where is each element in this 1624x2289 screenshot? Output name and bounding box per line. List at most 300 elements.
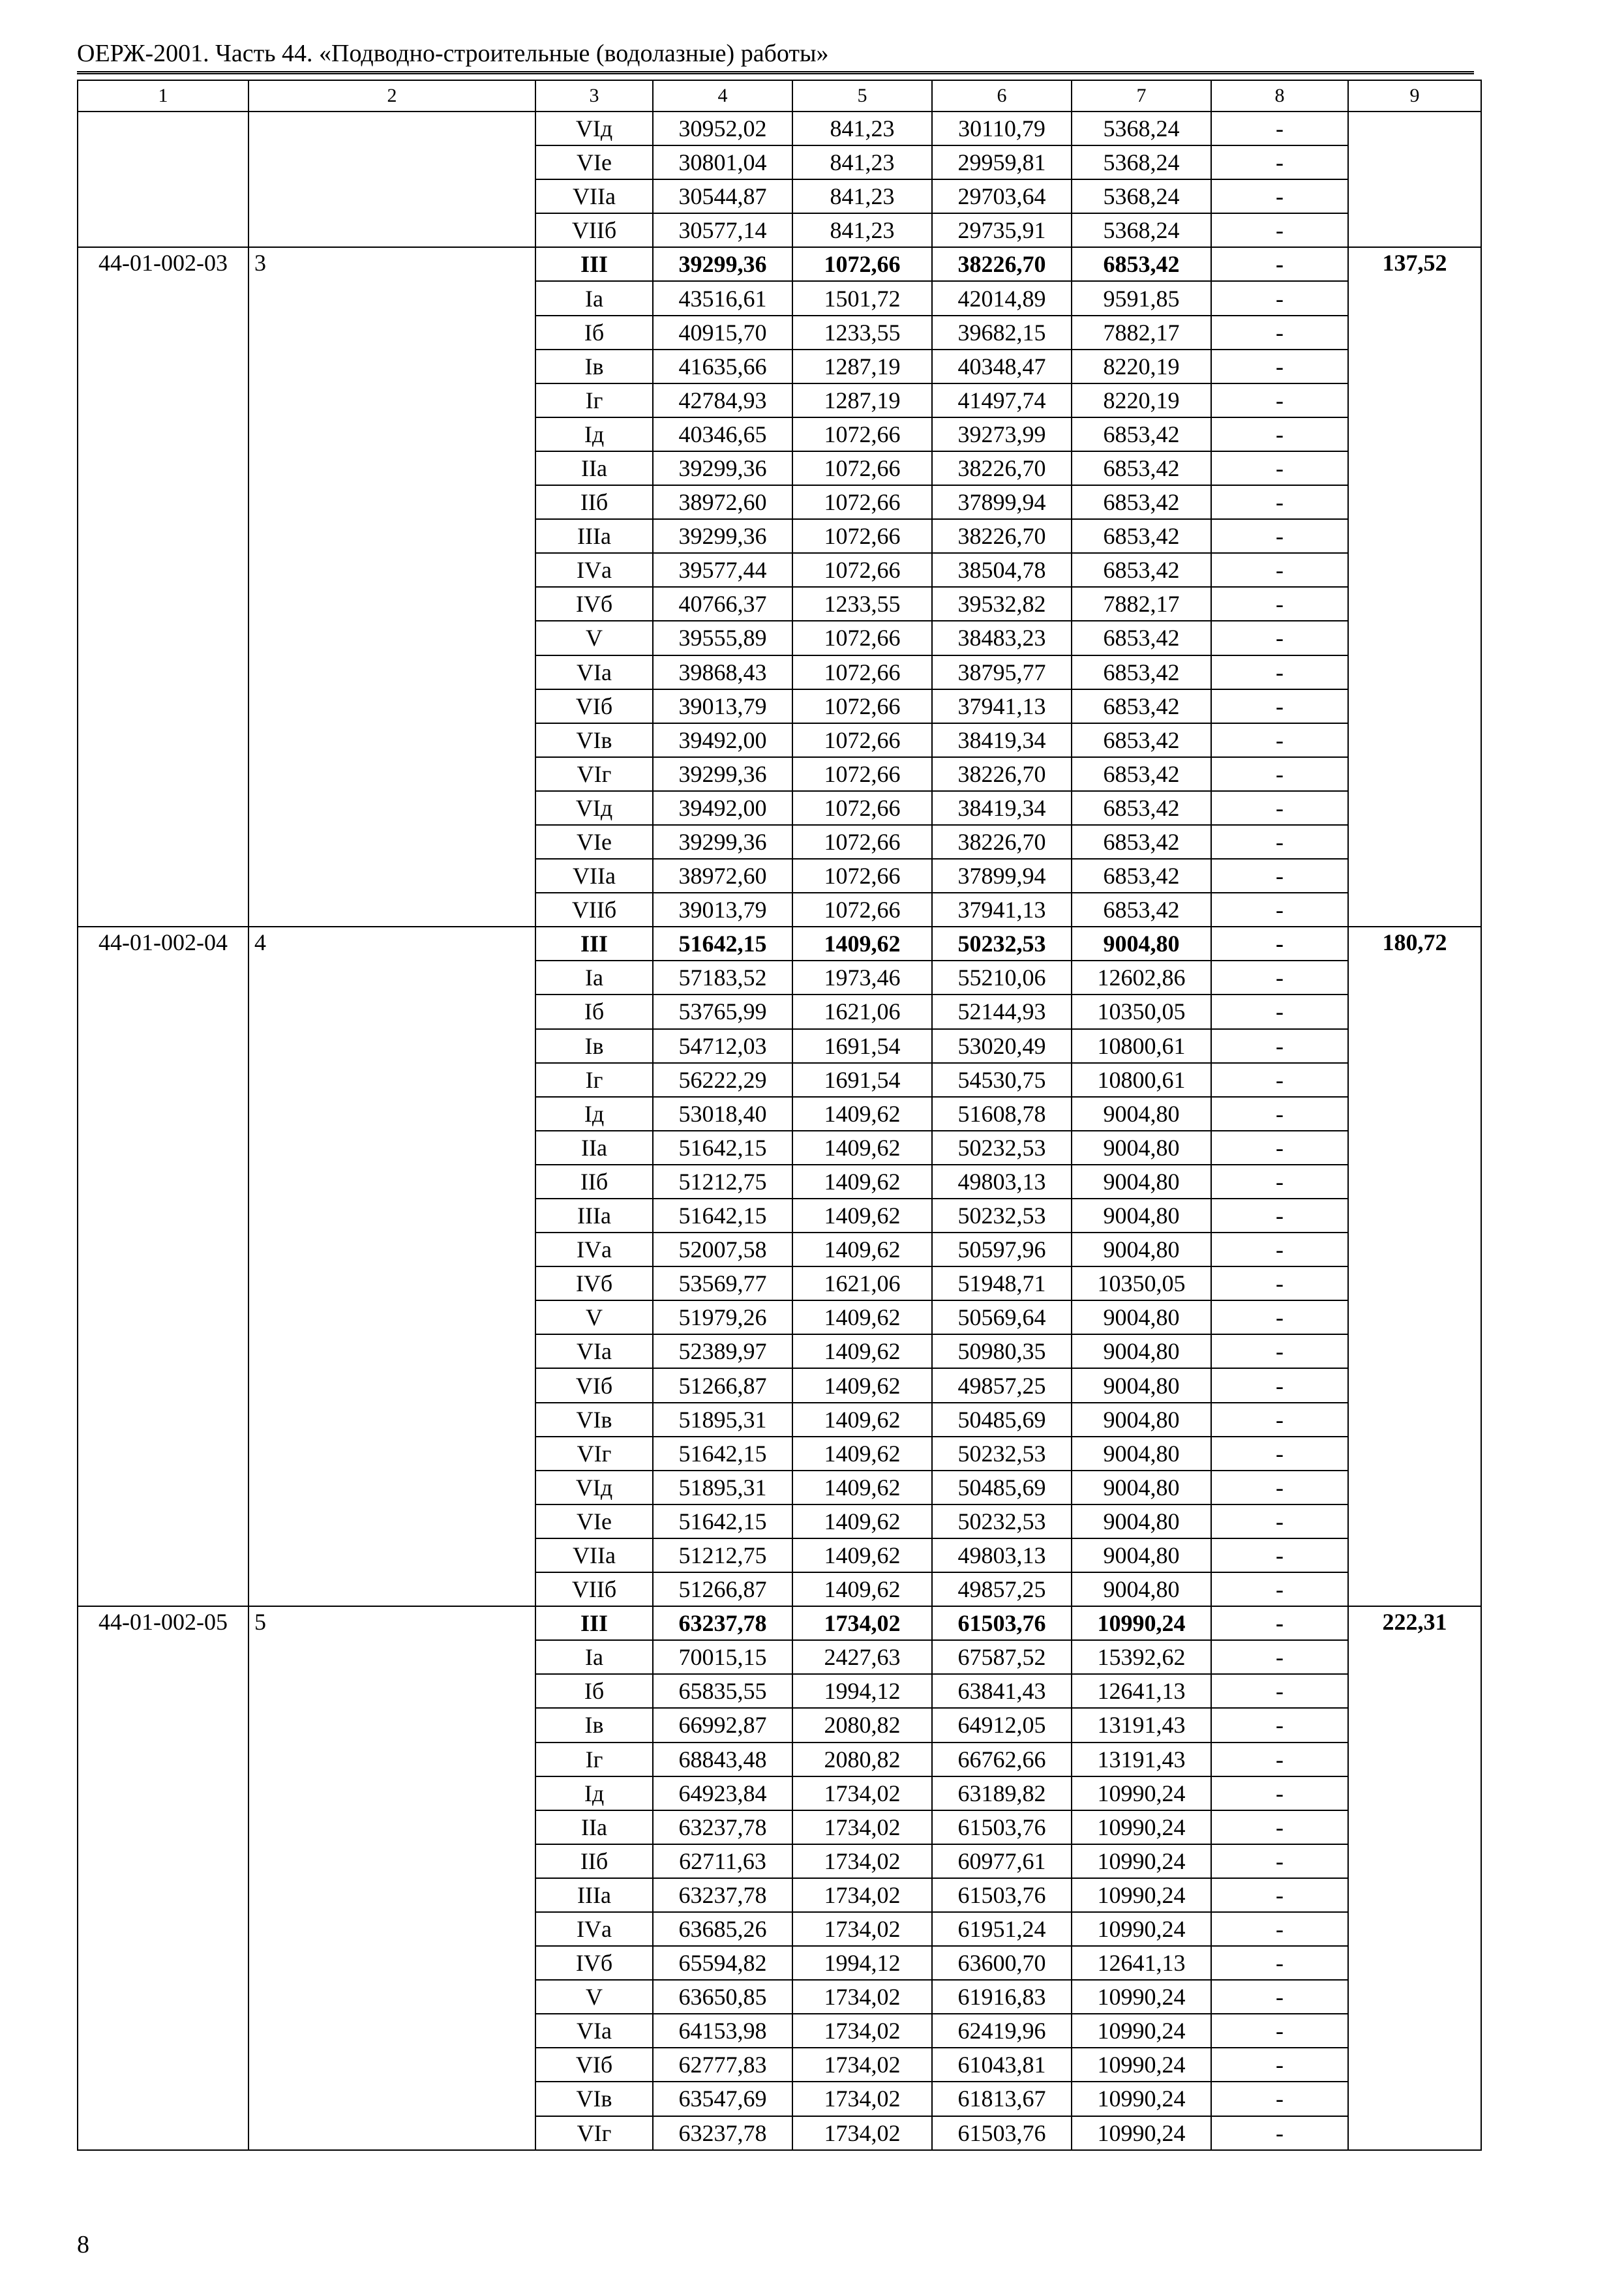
driver-wage-cell: 6853,42 (1072, 519, 1211, 553)
machine-cost-cell: 42014,89 (932, 281, 1072, 315)
materials-cell: - (1211, 1708, 1348, 1742)
zone-cell: IIIа (535, 519, 653, 553)
machine-cost-cell: 37899,94 (932, 859, 1072, 893)
driver-wage-cell: 10990,24 (1072, 1980, 1211, 2014)
price-total-cell: 66992,87 (653, 1708, 792, 1742)
price-total-cell: 63650,85 (653, 1980, 792, 2014)
materials-cell: - (1211, 112, 1348, 145)
machine-cost-cell: 61951,24 (932, 1912, 1072, 1946)
materials-cell: - (1211, 213, 1348, 247)
machine-cost-cell: 38504,78 (932, 553, 1072, 587)
wage-cell: 1072,66 (792, 723, 932, 757)
driver-wage-cell: 10800,61 (1072, 1063, 1211, 1097)
machine-cost-cell: 50232,53 (932, 1504, 1072, 1538)
driver-wage-cell: 6853,42 (1072, 757, 1211, 791)
materials-cell: - (1211, 621, 1348, 655)
materials-cell: - (1211, 350, 1348, 383)
machine-cost-cell: 29735,91 (932, 213, 1072, 247)
materials-cell: - (1211, 961, 1348, 995)
price-total-cell: 38972,60 (653, 859, 792, 893)
wage-cell: 1072,66 (792, 689, 932, 723)
machine-cost-cell: 49857,25 (932, 1368, 1072, 1402)
driver-wage-cell: 10990,24 (1072, 1810, 1211, 1844)
materials-cell: - (1211, 1131, 1348, 1165)
wage-cell: 1409,62 (792, 1199, 932, 1233)
driver-wage-cell: 9004,80 (1072, 1131, 1211, 1165)
wage-cell: 1409,62 (792, 1300, 932, 1334)
machine-cost-cell: 38226,70 (932, 757, 1072, 791)
price-total-cell: 70015,15 (653, 1640, 792, 1674)
driver-wage-cell: 9004,80 (1072, 1572, 1211, 1606)
labor-cost-cell: 222,31 (1348, 1606, 1481, 2150)
zone-cell: VIIб (535, 893, 653, 927)
zone-cell: VIд (535, 1471, 653, 1504)
materials-cell: - (1211, 1233, 1348, 1266)
materials-cell: - (1211, 2048, 1348, 2082)
wage-cell: 1973,46 (792, 961, 932, 995)
price-total-cell: 63547,69 (653, 2082, 792, 2116)
wage-cell: 1734,02 (792, 1980, 932, 2014)
driver-wage-cell: 9004,80 (1072, 1334, 1211, 1368)
materials-cell: - (1211, 316, 1348, 350)
zone-cell: VIд (535, 791, 653, 825)
driver-wage-cell: 5368,24 (1072, 145, 1211, 179)
machine-cost-cell: 50232,53 (932, 927, 1072, 961)
driver-wage-cell: 10990,24 (1072, 1878, 1211, 1912)
wage-cell: 1409,62 (792, 1504, 932, 1538)
wage-cell: 1691,54 (792, 1029, 932, 1063)
wage-cell: 841,23 (792, 145, 932, 179)
machine-cost-cell: 40348,47 (932, 350, 1072, 383)
wage-cell: 2080,82 (792, 1708, 932, 1742)
driver-wage-cell: 10990,24 (1072, 1912, 1211, 1946)
materials-cell: - (1211, 451, 1348, 485)
driver-wage-cell: 10990,24 (1072, 1844, 1211, 1878)
zone-cell: VIIа (535, 179, 653, 213)
machine-cost-cell: 61813,67 (932, 2082, 1072, 2116)
driver-wage-cell: 6853,42 (1072, 689, 1211, 723)
materials-cell: - (1211, 1403, 1348, 1437)
zone-cell: Iб (535, 316, 653, 350)
zone-cell: Iд (535, 1776, 653, 1810)
zone-cell: VIг (535, 757, 653, 791)
driver-wage-cell: 10350,05 (1072, 1266, 1211, 1300)
zone-cell: IIа (535, 1131, 653, 1165)
driver-wage-cell: 6853,42 (1072, 247, 1211, 281)
zone-cell: IIа (535, 1810, 653, 1844)
driver-wage-cell: 6853,42 (1072, 621, 1211, 655)
driver-wage-cell: 10990,24 (1072, 2082, 1211, 2116)
driver-wage-cell: 12602,86 (1072, 961, 1211, 995)
zone-cell: VIе (535, 825, 653, 859)
wage-cell: 1072,66 (792, 825, 932, 859)
driver-wage-cell: 9004,80 (1072, 1471, 1211, 1504)
zone-cell: VIIа (535, 859, 653, 893)
materials-cell: - (1211, 2116, 1348, 2150)
price-total-cell: 39299,36 (653, 451, 792, 485)
zone-cell: IVб (535, 587, 653, 621)
driver-wage-cell: 5368,24 (1072, 179, 1211, 213)
materials-cell: - (1211, 383, 1348, 417)
materials-cell: - (1211, 587, 1348, 621)
driver-wage-cell: 13191,43 (1072, 1743, 1211, 1776)
driver-wage-cell: 9004,80 (1072, 1504, 1211, 1538)
machine-cost-cell: 63600,70 (932, 1946, 1072, 1980)
wage-cell: 1072,66 (792, 519, 932, 553)
price-total-cell: 51979,26 (653, 1300, 792, 1334)
zone-cell: VIе (535, 145, 653, 179)
wage-cell: 841,23 (792, 112, 932, 145)
materials-cell: - (1211, 485, 1348, 519)
driver-wage-cell: 6853,42 (1072, 791, 1211, 825)
price-total-cell: 39555,89 (653, 621, 792, 655)
wage-cell: 1734,02 (792, 1810, 932, 1844)
machine-cost-cell: 37941,13 (932, 689, 1072, 723)
materials-cell: - (1211, 1300, 1348, 1334)
price-total-cell: 40766,37 (653, 587, 792, 621)
price-total-cell: 51895,31 (653, 1471, 792, 1504)
machine-cost-cell: 38226,70 (932, 247, 1072, 281)
machine-cost-cell: 50485,69 (932, 1471, 1072, 1504)
materials-cell: - (1211, 1743, 1348, 1776)
price-total-cell: 65594,82 (653, 1946, 792, 1980)
machine-cost-cell: 53020,49 (932, 1029, 1072, 1063)
price-total-cell: 62711,63 (653, 1844, 792, 1878)
driver-wage-cell: 12641,13 (1072, 1946, 1211, 1980)
price-total-cell: 43516,61 (653, 281, 792, 315)
zone-cell: IIб (535, 1844, 653, 1878)
materials-cell: - (1211, 2082, 1348, 2116)
zone-cell: V (535, 1300, 653, 1334)
machine-cost-cell: 63841,43 (932, 1674, 1072, 1708)
materials-cell: - (1211, 1266, 1348, 1300)
zone-cell: Iа (535, 281, 653, 315)
materials-cell: - (1211, 791, 1348, 825)
wage-cell: 1734,02 (792, 2082, 932, 2116)
materials-cell: - (1211, 1063, 1348, 1097)
machine-cost-cell: 61043,81 (932, 2048, 1072, 2082)
wage-cell: 1287,19 (792, 350, 932, 383)
machine-cost-cell: 62419,96 (932, 2014, 1072, 2048)
wage-cell: 1621,06 (792, 995, 932, 1028)
driver-wage-cell: 9004,80 (1072, 927, 1211, 961)
machine-cost-cell: 50232,53 (932, 1437, 1072, 1471)
price-total-cell: 39299,36 (653, 757, 792, 791)
wage-cell: 1233,55 (792, 316, 932, 350)
wage-cell: 1072,66 (792, 893, 932, 927)
machine-cost-cell: 39273,99 (932, 417, 1072, 451)
rate-code-cell: 44-01-002-03 (78, 247, 248, 927)
zone-cell: IIб (535, 485, 653, 519)
price-total-cell: 51642,15 (653, 1131, 792, 1165)
materials-cell: - (1211, 1437, 1348, 1471)
wage-cell: 1734,02 (792, 1912, 932, 1946)
table-row (78, 247, 1481, 281)
zone-cell: IIб (535, 1165, 653, 1199)
rate-code-cell (78, 112, 248, 247)
zone-cell: VIв (535, 2082, 653, 2116)
price-total-cell: 39013,79 (653, 689, 792, 723)
materials-cell: - (1211, 1980, 1348, 2014)
rate-number-cell: 4 (248, 927, 535, 1606)
materials-cell: - (1211, 1368, 1348, 1402)
machine-cost-cell: 61503,76 (932, 1606, 1072, 1640)
price-total-cell: 39299,36 (653, 825, 792, 859)
wage-cell: 1409,62 (792, 1233, 932, 1266)
wage-cell: 1409,62 (792, 927, 932, 961)
driver-wage-cell: 9004,80 (1072, 1097, 1211, 1131)
zone-cell: VIа (535, 1334, 653, 1368)
zone-cell: IIIа (535, 1878, 653, 1912)
materials-cell: - (1211, 553, 1348, 587)
zone-cell: Iг (535, 383, 653, 417)
machine-cost-cell: 55210,06 (932, 961, 1072, 995)
price-total-cell: 63237,78 (653, 1810, 792, 1844)
driver-wage-cell: 9004,80 (1072, 1538, 1211, 1572)
driver-wage-cell: 9004,80 (1072, 1165, 1211, 1199)
wage-cell: 1233,55 (792, 587, 932, 621)
driver-wage-cell: 6853,42 (1072, 655, 1211, 689)
zone-cell: Iв (535, 350, 653, 383)
wage-cell: 1409,62 (792, 1437, 932, 1471)
zone-cell: IIIа (535, 1199, 653, 1233)
driver-wage-cell: 8220,19 (1072, 383, 1211, 417)
materials-cell: - (1211, 1538, 1348, 1572)
machine-cost-cell: 60977,61 (932, 1844, 1072, 1878)
driver-wage-cell: 6853,42 (1072, 417, 1211, 451)
materials-cell: - (1211, 1606, 1348, 1640)
zone-cell: IVа (535, 1912, 653, 1946)
price-total-cell: 38972,60 (653, 485, 792, 519)
machine-cost-cell: 50980,35 (932, 1334, 1072, 1368)
zone-cell: VIг (535, 1437, 653, 1471)
machine-cost-cell: 64912,05 (932, 1708, 1072, 1742)
wage-cell: 2427,63 (792, 1640, 932, 1674)
machine-cost-cell: 29959,81 (932, 145, 1072, 179)
materials-cell: - (1211, 179, 1348, 213)
materials-cell: - (1211, 247, 1348, 281)
price-total-cell: 30544,87 (653, 179, 792, 213)
driver-wage-cell: 5368,24 (1072, 112, 1211, 145)
column-number: 1 (78, 80, 248, 112)
rates-table (77, 80, 1482, 2151)
materials-cell: - (1211, 281, 1348, 315)
machine-cost-cell: 38226,70 (932, 519, 1072, 553)
machine-cost-cell: 54530,75 (932, 1063, 1072, 1097)
machine-cost-cell: 38795,77 (932, 655, 1072, 689)
machine-cost-cell: 38226,70 (932, 825, 1072, 859)
price-total-cell: 39013,79 (653, 893, 792, 927)
price-total-cell: 30952,02 (653, 112, 792, 145)
wage-cell: 1287,19 (792, 383, 932, 417)
wage-cell: 1691,54 (792, 1063, 932, 1097)
driver-wage-cell: 9591,85 (1072, 281, 1211, 315)
machine-cost-cell: 66762,66 (932, 1743, 1072, 1776)
column-number-row (78, 80, 1481, 112)
materials-cell: - (1211, 1776, 1348, 1810)
machine-cost-cell: 67587,52 (932, 1640, 1072, 1674)
wage-cell: 1734,02 (792, 1878, 932, 1912)
wage-cell: 1501,72 (792, 281, 932, 315)
machine-cost-cell: 29703,64 (932, 179, 1072, 213)
column-number: 9 (1348, 80, 1481, 112)
materials-cell: - (1211, 145, 1348, 179)
table-row (78, 927, 1481, 961)
driver-wage-cell: 9004,80 (1072, 1233, 1211, 1266)
rate-code-cell: 44-01-002-04 (78, 927, 248, 1606)
column-number: 3 (535, 80, 653, 112)
zone-cell: V (535, 1980, 653, 2014)
table-body (78, 80, 1481, 2150)
price-total-cell: 64923,84 (653, 1776, 792, 1810)
machine-cost-cell: 63189,82 (932, 1776, 1072, 1810)
wage-cell: 1072,66 (792, 553, 932, 587)
driver-wage-cell: 10990,24 (1072, 2116, 1211, 2150)
price-total-cell: 64153,98 (653, 2014, 792, 2048)
price-total-cell: 39299,36 (653, 247, 792, 281)
machine-cost-cell: 50485,69 (932, 1403, 1072, 1437)
wage-cell: 1994,12 (792, 1946, 932, 1980)
zone-cell: VIб (535, 1368, 653, 1402)
materials-cell: - (1211, 927, 1348, 961)
wage-cell: 1072,66 (792, 451, 932, 485)
column-number: 2 (248, 80, 535, 112)
wage-cell: 1409,62 (792, 1403, 932, 1437)
driver-wage-cell: 15392,62 (1072, 1640, 1211, 1674)
price-total-cell: 56222,29 (653, 1063, 792, 1097)
wage-cell: 1072,66 (792, 247, 932, 281)
price-total-cell: 52389,97 (653, 1334, 792, 1368)
wage-cell: 1072,66 (792, 621, 932, 655)
price-total-cell: 39299,36 (653, 519, 792, 553)
wage-cell: 1994,12 (792, 1674, 932, 1708)
price-total-cell: 51642,15 (653, 927, 792, 961)
price-total-cell: 41635,66 (653, 350, 792, 383)
rate-number-cell: 5 (248, 1606, 535, 2150)
driver-wage-cell: 10990,24 (1072, 2048, 1211, 2082)
driver-wage-cell: 6853,42 (1072, 859, 1211, 893)
machine-cost-cell: 49803,13 (932, 1538, 1072, 1572)
zone-cell: VIIа (535, 1538, 653, 1572)
driver-wage-cell: 12641,13 (1072, 1674, 1211, 1708)
price-total-cell: 63237,78 (653, 1606, 792, 1640)
zone-cell: VIа (535, 2014, 653, 2048)
machine-cost-cell: 38419,34 (932, 791, 1072, 825)
zone-cell: VIв (535, 723, 653, 757)
wage-cell: 1409,62 (792, 1131, 932, 1165)
zone-cell: IIа (535, 451, 653, 485)
column-number: 8 (1211, 80, 1348, 112)
materials-cell: - (1211, 1097, 1348, 1131)
machine-cost-cell: 39532,82 (932, 587, 1072, 621)
machine-cost-cell: 38483,23 (932, 621, 1072, 655)
price-total-cell: 51895,31 (653, 1403, 792, 1437)
page-number: 8 (77, 2231, 89, 2258)
wage-cell: 1072,66 (792, 655, 932, 689)
machine-cost-cell: 41497,74 (932, 383, 1072, 417)
price-total-cell: 40346,65 (653, 417, 792, 451)
zone-cell: Iг (535, 1063, 653, 1097)
driver-wage-cell: 6853,42 (1072, 553, 1211, 587)
wage-cell: 1072,66 (792, 791, 932, 825)
zone-cell: IVа (535, 1233, 653, 1266)
price-total-cell: 30577,14 (653, 213, 792, 247)
machine-cost-cell: 50597,96 (932, 1233, 1072, 1266)
materials-cell: - (1211, 893, 1348, 927)
driver-wage-cell: 6853,42 (1072, 893, 1211, 927)
wage-cell: 1409,62 (792, 1572, 932, 1606)
driver-wage-cell: 9004,80 (1072, 1437, 1211, 1471)
driver-wage-cell: 9004,80 (1072, 1300, 1211, 1334)
machine-cost-cell: 38226,70 (932, 451, 1072, 485)
price-total-cell: 39577,44 (653, 553, 792, 587)
machine-cost-cell: 52144,93 (932, 995, 1072, 1028)
machine-cost-cell: 50569,64 (932, 1300, 1072, 1334)
page-header-title: ОЕРЖ-2001. Часть 44. «Подводно-строительные (водолазные) работы» (77, 40, 829, 67)
wage-cell: 1409,62 (792, 1471, 932, 1504)
machine-cost-cell: 61916,83 (932, 1980, 1072, 2014)
driver-wage-cell: 13191,43 (1072, 1708, 1211, 1742)
wage-cell: 1734,02 (792, 1844, 932, 1878)
wage-cell: 1409,62 (792, 1334, 932, 1368)
zone-cell: III (535, 247, 653, 281)
wage-cell: 1734,02 (792, 2048, 932, 2082)
zone-cell: VIд (535, 112, 653, 145)
wage-cell: 1072,66 (792, 417, 932, 451)
driver-wage-cell: 9004,80 (1072, 1199, 1211, 1233)
materials-cell: - (1211, 1199, 1348, 1233)
machine-cost-cell: 61503,76 (932, 1878, 1072, 1912)
driver-wage-cell: 7882,17 (1072, 316, 1211, 350)
machine-cost-cell: 51608,78 (932, 1097, 1072, 1131)
materials-cell: - (1211, 1504, 1348, 1538)
wage-cell: 1072,66 (792, 485, 932, 519)
wage-cell: 1409,62 (792, 1368, 932, 1402)
zone-cell: VIа (535, 655, 653, 689)
price-total-cell: 57183,52 (653, 961, 792, 995)
machine-cost-cell: 37899,94 (932, 485, 1072, 519)
zone-cell: VIIб (535, 213, 653, 247)
wage-cell: 1409,62 (792, 1097, 932, 1131)
price-total-cell: 51212,75 (653, 1538, 792, 1572)
zone-cell: IVа (535, 553, 653, 587)
price-total-cell: 51266,87 (653, 1368, 792, 1402)
driver-wage-cell: 6853,42 (1072, 723, 1211, 757)
price-total-cell: 52007,58 (653, 1233, 792, 1266)
labor-cost-cell (1348, 112, 1481, 247)
wage-cell: 1734,02 (792, 2014, 932, 2048)
zone-cell: VIIб (535, 1572, 653, 1606)
zone-cell: Iа (535, 1640, 653, 1674)
price-total-cell: 39492,00 (653, 791, 792, 825)
machine-cost-cell: 61503,76 (932, 1810, 1072, 1844)
materials-cell: - (1211, 519, 1348, 553)
zone-cell: Iб (535, 1674, 653, 1708)
materials-cell: - (1211, 825, 1348, 859)
price-total-cell: 53569,77 (653, 1266, 792, 1300)
materials-cell: - (1211, 1878, 1348, 1912)
materials-cell: - (1211, 1640, 1348, 1674)
machine-cost-cell: 49857,25 (932, 1572, 1072, 1606)
materials-cell: - (1211, 2014, 1348, 2048)
machine-cost-cell: 49803,13 (932, 1165, 1072, 1199)
wage-cell: 1734,02 (792, 1606, 932, 1640)
machine-cost-cell: 50232,53 (932, 1199, 1072, 1233)
materials-cell: - (1211, 1810, 1348, 1844)
zone-cell: VIе (535, 1504, 653, 1538)
materials-cell: - (1211, 723, 1348, 757)
machine-cost-cell: 51948,71 (932, 1266, 1072, 1300)
